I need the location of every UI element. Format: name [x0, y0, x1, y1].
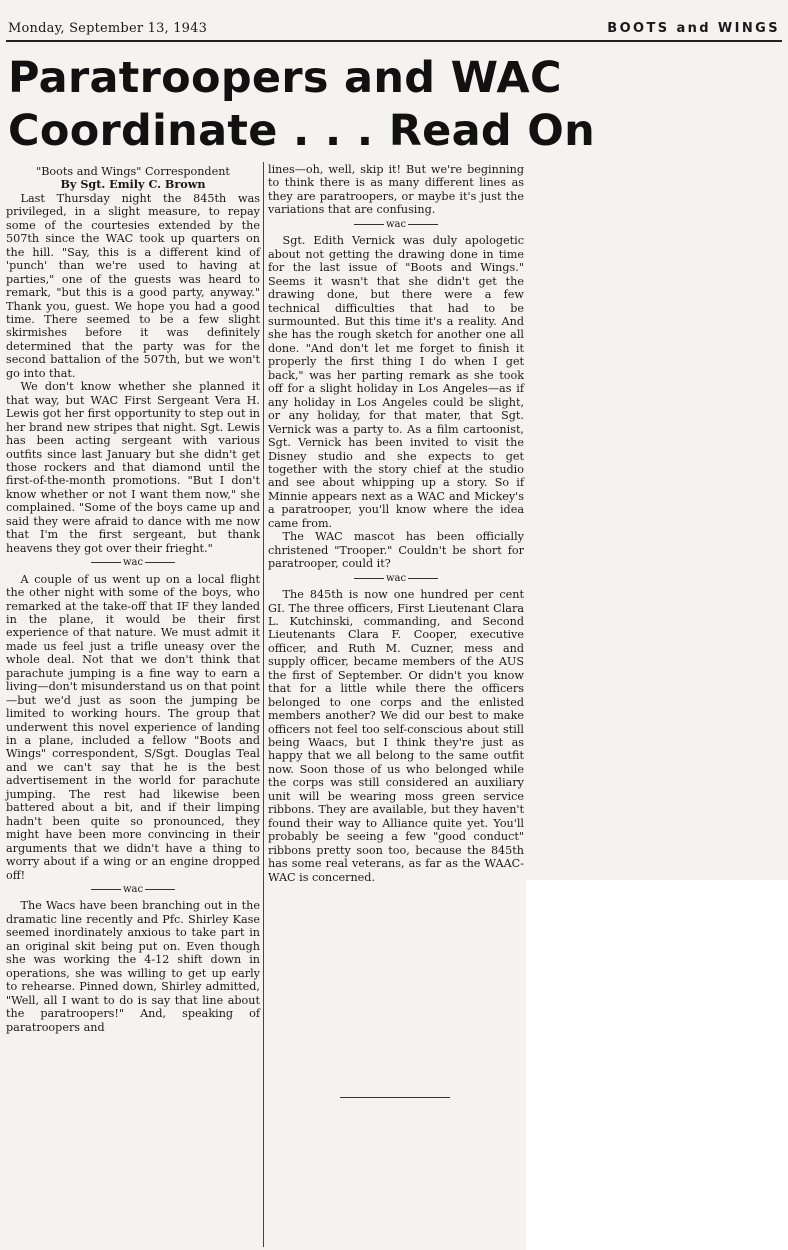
- headline-line-1: Paratroopers and WAC: [8, 53, 562, 103]
- paragraph: The Wacs have been branching out in the dramatic line recently and Pfc. Shirley Kase seemed inordinately anxious to take part in an original skit being put on. Even though she was working the 4-12 shift down in operations, she was willing to get up early to rehearse. Pinned down, Shirley admitted, "Well, all I want to do is say that line about the paratroopers!" And, speaking of paratroopers and: [6, 899, 260, 1034]
- correspondent-credit: "Boots and Wings" Correspondent: [36, 165, 230, 178]
- section-separator: wac: [6, 883, 260, 896]
- paragraph: Last Thursday night the 845th was privileged, in a slight measure, to repay some of the courtesies extended by the 507th since the WAC took up quarters on the hill. "Say, this is a different kind of 'punch' than we're used to having at parties," one of the guests was heard to remark, "but this is a good party, anyway." Thank you, guest. We hope you had a good time. There seemed to be a few slight skirmishes before it was definitely determined that the party was for the second battalion of the 507th, but we won't go into that.: [6, 191, 260, 380]
- byline: By Sgt. Emily C. Brown: [60, 177, 206, 192]
- paragraph: The WAC mascot has been officially christened "Trooper." Couldn't be short for paratrooper, could it?: [268, 530, 524, 571]
- paper-name: BOOTS and WINGS: [607, 21, 780, 36]
- masthead: [6, 18, 782, 42]
- paragraph: The 845th is now one hundred per cent GI. The three officers, First Lieutenant Clara L. Kutchinski, commanding, and Second Lieutenants Clara F. Cooper, executive officer, and Ruth M. Cuzner, mess and supply officer, became members of the AUS the first of September. Or didn't you know that for a little while there the officers belonged to one corps and the enlisted members another? We did our best to make officers not feel too self-conscious about still being Waacs, but I think they're just as happy that we all belong to the same outfit now. Soon those of us who belonged while the corps was still considered an auxiliary unit will be wearing moss green service ribbons. They are available, but they haven't found their way to Alliance quite yet. You'll probably be seeing a few "good conduct" ribbons pretty soon too, because the 845th has some real veterans, as far as the WAAC-WAC is concerned.: [268, 588, 524, 884]
- headline: [8, 52, 778, 158]
- section-separator: wac: [6, 556, 260, 569]
- article-end-rule: [340, 1097, 450, 1098]
- headline-line-2: Coordinate . . . Read On: [8, 106, 596, 156]
- paragraph: Sgt. Edith Vernick was duly apologetic about not getting the drawing done in time for the last issue of "Boots and Wings." Seems it wasn't that she didn't get the drawing done, but there were a few technical difficulties that had to be surmounted. But this time it's a reality. And she has the rough sketch for another one all done. "And don't let me forget to finish it properly the first thing I do when I get back," was her parting remark as she took off for a slight holiday in Los Angeles—as if any holiday in Los Angeles could be slight, or any holiday, for that mater, that Sgt. Vernick was a party to. As a film cartoonist, Sgt. Vernick has been invited to visit the Disney studio and she expects to get together with the story chief at the studio and see about whipping up a story. So if Minnie appears next as a WAC and Mickey's a paratrooper, you'll know where the idea came from.: [268, 234, 524, 530]
- paragraph: A couple of us went up on a local flight the other night with some of the boys, who remarked at the take-off that IF they landed in the plane, it would be their first experience of that nature. We must admit it made us feel just a trifle uneasy over the whole deal. Not that we don't think that parachute jumping is a fine way to earn a living—don't misunderstand us on that point—but we'd just as soon the jumping be limited to working hours. The group that underwent this novel experience of landing in a plane, included a fellow "Boots and Wings" correspondent, S/Sgt. Douglas Teal and we can't say that he is the best advertisement in the world for parachute jumping. The rest had likewise been battered about a bit, and if their limping hadn't been quite so pronounced, they might have been more convincing in their arguments that we didn't have a thing to worry about if a wing or an engine dropped off!: [6, 572, 260, 882]
- paragraph: We don't know whether she planned it that way, but WAC First Sergeant Vera H. Lewis got her first opportunity to step out in her brand new stripes that night. Sgt. Lewis has been acting sergeant with various outfits since last January but she didn't get those rockers and that diamond until the first-of-the-month promotions. "But I don't know whether or not I want them now," she complained. "Some of the boys came up and said they were afraid to dance with me now that I'm the first sergeant, but thank heavens they got over their frieght.": [6, 380, 260, 555]
- article-column-1: [6, 165, 260, 1034]
- article-column-2: [268, 163, 524, 884]
- section-separator: wac: [268, 572, 524, 585]
- section-separator: wac: [268, 218, 524, 231]
- issue-date: Monday, September 13, 1943: [8, 21, 208, 36]
- column-divider: [263, 162, 264, 1247]
- paragraph: lines—oh, well, skip it! But we're beginning to think there is as many different lines as they are paratroopers, or maybe it's just the variations that are confusing.: [268, 163, 524, 217]
